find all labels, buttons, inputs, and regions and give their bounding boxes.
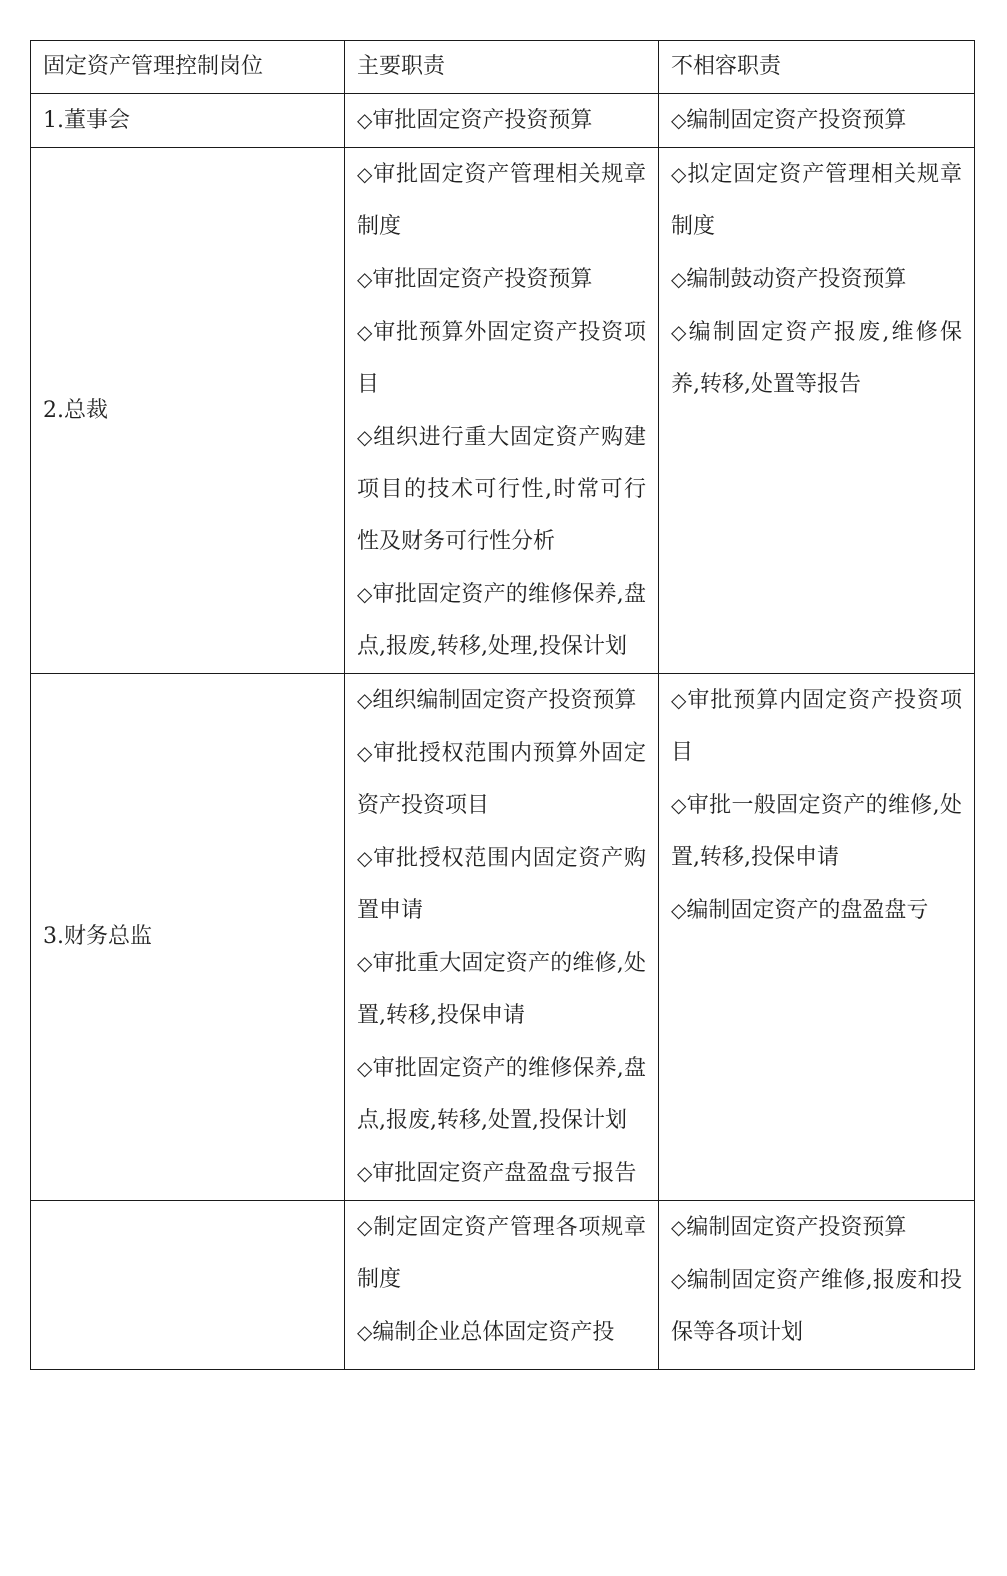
main-duties-cell — [345, 674, 659, 1201]
duty-item: ◇编制固定资产投资预算 — [671, 108, 907, 133]
diamond-bullet-icon: ◇ — [357, 162, 374, 186]
diamond-bullet-icon: ◇ — [357, 1056, 373, 1080]
diamond-bullet-icon: ◇ — [357, 1161, 373, 1185]
duty-item: ◇编制企业总体固定资产投 — [357, 1320, 615, 1345]
diamond-bullet-icon: ◇ — [357, 951, 373, 975]
diamond-bullet-icon: ◇ — [357, 688, 373, 712]
duty-item: ◇组织编制固定资产投资预算 — [357, 688, 637, 713]
diamond-bullet-icon: ◇ — [357, 108, 373, 132]
header-incompatible-duties: 不相容职责 — [659, 41, 975, 94]
duty-item: ◇审批固定资产投资预算 — [357, 267, 593, 292]
duty-item: ◇拟定固定资产管理相关规章制度 — [671, 162, 962, 239]
incompatible-duties-cell — [659, 674, 975, 1201]
duty-item: ◇审批固定资产的维修保养,盘点,报废,转移,处理,投保计划 — [357, 582, 646, 659]
diamond-bullet-icon: ◇ — [357, 846, 374, 870]
diamond-bullet-icon: ◇ — [671, 267, 687, 291]
diamond-bullet-icon: ◇ — [357, 582, 373, 606]
diamond-bullet-icon: ◇ — [671, 793, 687, 817]
duty-item: ◇编制固定资产的盘盈盘亏 — [671, 898, 929, 923]
duty-item: ◇审批重大固定资产的维修,处置,转移,投保申请 — [357, 951, 646, 1028]
incompatible-duties-cell — [659, 94, 975, 148]
diamond-bullet-icon: ◇ — [671, 898, 687, 922]
diamond-bullet-icon: ◇ — [357, 267, 373, 291]
role-cell: 2.总裁 — [31, 148, 345, 674]
responsibility-table — [30, 40, 975, 1370]
diamond-bullet-icon: ◇ — [671, 688, 688, 712]
duty-item: ◇审批预算外固定资产投资项目 — [357, 320, 646, 397]
duty-item: ◇审批授权范围内预算外固定资产投资项目 — [357, 741, 646, 818]
diamond-bullet-icon: ◇ — [357, 425, 374, 449]
incompatible-duties-cell — [659, 1201, 975, 1370]
duty-item: ◇组织进行重大固定资产购建项目的技术可行性,时常可行性及财务可行性分析 — [357, 425, 646, 554]
main-duties-cell — [345, 148, 659, 674]
diamond-bullet-icon: ◇ — [357, 1320, 373, 1344]
diamond-bullet-icon: ◇ — [357, 1215, 374, 1239]
diamond-bullet-icon: ◇ — [357, 741, 374, 765]
diamond-bullet-icon: ◇ — [357, 320, 374, 344]
duty-item: ◇审批固定资产的维修保养,盘点,报废,转移,处置,投保计划 — [357, 1056, 646, 1133]
diamond-bullet-icon: ◇ — [671, 320, 689, 344]
duty-item: ◇制定固定资产管理各项规章制度 — [357, 1215, 646, 1292]
duty-item: ◇审批一般固定资产的维修,处置,转移,投保申请 — [671, 793, 962, 870]
duty-item: ◇审批固定资产盘盈盘亏报告 — [357, 1161, 637, 1186]
main-duties-cell — [345, 94, 659, 148]
table-header-row — [31, 41, 975, 94]
table-row — [31, 148, 975, 674]
duty-item: ◇审批预算内固定资产投资项目 — [671, 688, 962, 765]
diamond-bullet-icon: ◇ — [671, 1215, 687, 1239]
duty-item: ◇编制鼓动资产投资预算 — [671, 267, 907, 292]
diamond-bullet-icon: ◇ — [671, 108, 687, 132]
diamond-bullet-icon: ◇ — [671, 162, 688, 186]
role-cell: 1.董事会 — [31, 94, 345, 148]
table-row — [31, 1201, 975, 1370]
duty-item: ◇编制固定资产报废,维修保养,转移,处置等报告 — [671, 320, 962, 397]
duty-item: ◇审批固定资产投资预算 — [357, 108, 593, 133]
header-position: 固定资产管理控制岗位 — [31, 41, 345, 94]
role-cell — [31, 1201, 345, 1370]
table-row — [31, 94, 975, 148]
header-main-duties: 主要职责 — [345, 41, 659, 94]
duty-item: ◇审批固定资产管理相关规章制度 — [357, 162, 646, 239]
main-duties-cell — [345, 1201, 659, 1370]
role-cell: 3.财务总监 — [31, 674, 345, 1201]
table-row — [31, 674, 975, 1201]
incompatible-duties-cell — [659, 148, 975, 674]
duty-item: ◇编制固定资产投资预算 — [671, 1215, 907, 1240]
diamond-bullet-icon: ◇ — [671, 1268, 687, 1292]
duty-item: ◇编制固定资产维修,报废和投保等各项计划 — [671, 1268, 962, 1345]
duty-item: ◇审批授权范围内固定资产购置申请 — [357, 846, 646, 923]
